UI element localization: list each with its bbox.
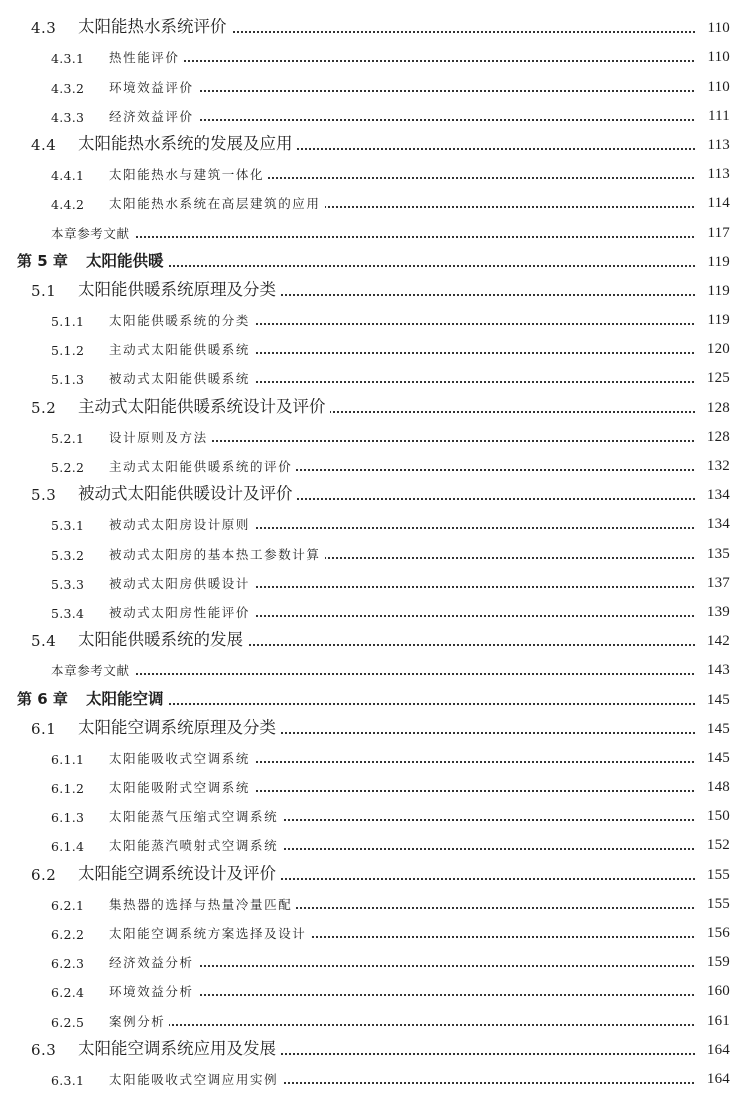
toc-subsection-entry[interactable] — [0, 451, 750, 480]
toc-page-number: 119 — [696, 283, 730, 300]
toc-page-number: 128 — [696, 429, 730, 446]
toc-page-number: 152 — [696, 837, 730, 854]
toc-title: 经济效益评价 — [109, 107, 198, 125]
toc-section-entry[interactable] — [0, 13, 750, 42]
toc-page-number: 155 — [696, 867, 730, 884]
toc-number: 6.3 — [31, 1040, 57, 1059]
toc-number: 4.4 — [31, 135, 57, 154]
toc-page-number: 161 — [696, 1013, 730, 1030]
dot-leader — [86, 265, 702, 267]
toc-number: 5.2.1 — [51, 430, 85, 446]
toc-page-number: 164 — [696, 1071, 730, 1088]
toc-references-entry[interactable] — [0, 217, 750, 246]
toc-title: 太阳能空调系统原理及分类 — [78, 714, 280, 738]
toc-number: 4.3 — [31, 19, 57, 38]
toc-page-number: 159 — [696, 954, 730, 971]
toc-title: 被动式太阳房供暖设计 — [109, 574, 254, 592]
toc-title: 太阳能空调 — [86, 687, 168, 709]
toc-section-entry[interactable] — [0, 1035, 750, 1064]
toc-number: 5.4 — [31, 632, 57, 651]
toc-number: 6.2.2 — [51, 927, 85, 942]
toc-page-number: 139 — [696, 604, 730, 621]
toc-number: 5.3.2 — [51, 547, 85, 563]
toc-number: 第 6 章 — [17, 689, 68, 708]
toc-title: 太阳能热水系统在高层建筑的应用 — [109, 194, 325, 212]
toc-number: 4.3.1 — [51, 51, 85, 67]
toc-number: 6.1.1 — [51, 751, 85, 767]
toc-title: 环境效益评价 — [109, 78, 198, 96]
toc-title: 太阳能蒸汽喷射式空调系统 — [109, 836, 282, 854]
toc-number: 6.1.3 — [51, 810, 85, 826]
toc-subsection-entry[interactable] — [0, 422, 750, 451]
toc-subsection-entry[interactable] — [0, 159, 750, 188]
toc-number: 5.2.2 — [51, 460, 85, 475]
toc-title: 太阳能供暖系统的发展 — [78, 626, 247, 650]
dot-leader — [109, 60, 702, 62]
toc-title: 被动式太阳房的基本热工参数计算 — [109, 545, 325, 563]
toc-subsection-entry[interactable] — [0, 597, 750, 626]
toc-page-number: 128 — [696, 400, 730, 417]
toc-number: 4.3.2 — [51, 80, 85, 96]
toc-title: 经济效益分析 — [109, 953, 198, 971]
toc-page-number: 148 — [696, 779, 730, 796]
toc-number: 6.2 — [31, 865, 57, 884]
toc-subsection-entry[interactable] — [0, 1005, 750, 1034]
toc-number: 5.3.3 — [51, 576, 85, 592]
toc-page-number: 156 — [696, 925, 730, 942]
toc-page-number: 114 — [696, 195, 730, 212]
toc-page-number: 134 — [696, 516, 730, 533]
toc-title: 太阳能热水系统的发展及应用 — [78, 130, 297, 154]
toc-number: 6.3.1 — [51, 1072, 85, 1088]
toc-page-number: 110 — [696, 49, 730, 66]
toc-title: 太阳能热水与建筑一体化 — [109, 165, 268, 183]
toc-title: 被动式太阳能供暖系统 — [109, 369, 254, 387]
toc-title: 太阳能吸收式空调应用实例 — [109, 1070, 282, 1088]
toc-section-entry[interactable] — [0, 714, 750, 743]
toc-subsection-entry[interactable] — [0, 42, 750, 71]
toc-title: 主动式太阳能供暖系统 — [109, 340, 254, 358]
toc-page-number: 164 — [696, 1042, 730, 1059]
toc-title: 本章参考文献 — [51, 661, 134, 679]
toc-page-number: 119 — [696, 312, 730, 329]
toc-number: 第 5 章 — [17, 251, 68, 270]
toc-page-number: 155 — [696, 896, 730, 913]
toc-page-number: 132 — [696, 458, 730, 475]
toc-page-number: 142 — [696, 633, 730, 650]
toc-references-entry[interactable] — [0, 655, 750, 684]
toc-title: 案例分析 — [109, 1012, 169, 1030]
toc-number: 4.3.3 — [51, 109, 85, 125]
toc-section-entry[interactable] — [0, 626, 750, 655]
toc-page-number: 137 — [696, 575, 730, 592]
toc-title: 太阳能吸收式空调系统 — [109, 749, 254, 767]
table-of-contents — [0, 13, 750, 1093]
toc-page-number: 145 — [696, 692, 730, 709]
toc-number: 5.1.3 — [51, 372, 85, 388]
toc-title: 太阳能供暖系统的分类 — [109, 311, 254, 329]
toc-chapter-entry[interactable] — [0, 684, 750, 713]
toc-number: 5.3 — [31, 486, 57, 505]
toc-title: 太阳能空调系统应用及发展 — [78, 1035, 280, 1059]
toc-page-number: 110 — [696, 20, 730, 37]
toc-title: 热性能评价 — [109, 48, 184, 66]
toc-subsection-entry[interactable] — [0, 976, 750, 1005]
toc-title: 环境效益分析 — [109, 982, 198, 1000]
toc-subsection-entry[interactable] — [0, 101, 750, 130]
toc-subsection-entry[interactable] — [0, 509, 750, 538]
toc-subsection-entry[interactable] — [0, 801, 750, 830]
toc-title: 本章参考文献 — [51, 224, 134, 242]
toc-page-number: 111 — [696, 108, 730, 125]
toc-subsection-entry[interactable] — [0, 538, 750, 567]
toc-title: 太阳能供暖 — [86, 249, 168, 271]
dot-leader — [109, 119, 702, 121]
toc-title: 太阳能热水系统评价 — [78, 13, 231, 37]
toc-subsection-entry[interactable] — [0, 889, 750, 918]
toc-number: 5.1.2 — [51, 343, 85, 359]
toc-number: 6.2.1 — [51, 897, 85, 913]
toc-subsection-entry[interactable] — [0, 71, 750, 100]
toc-title: 集热器的选择与热量冷量匹配 — [109, 895, 296, 913]
toc-subsection-entry[interactable] — [0, 1064, 750, 1093]
toc-subsection-entry[interactable] — [0, 743, 750, 772]
toc-number: 5.3.1 — [51, 518, 85, 534]
dot-leader — [109, 965, 702, 967]
dot-leader — [51, 236, 702, 238]
toc-page-number: 143 — [696, 662, 730, 679]
toc-section-entry[interactable] — [0, 480, 750, 509]
toc-page-number: 119 — [696, 254, 730, 271]
toc-page-number: 150 — [696, 808, 730, 825]
toc-number: 6.1.2 — [51, 781, 85, 797]
toc-page-number: 110 — [696, 79, 730, 96]
toc-subsection-entry[interactable] — [0, 363, 750, 392]
toc-title: 被动式太阳能供暖设计及评价 — [78, 480, 297, 504]
toc-title: 主动式太阳能供暖系统的评价 — [109, 457, 296, 475]
toc-title: 太阳能供暖系统原理及分类 — [78, 276, 280, 300]
toc-page-number: 113 — [696, 166, 730, 183]
toc-number: 5.1 — [31, 281, 57, 300]
toc-section-entry[interactable] — [0, 859, 750, 888]
dot-leader — [109, 994, 702, 996]
toc-section-entry[interactable] — [0, 276, 750, 305]
toc-page-number: 145 — [696, 750, 730, 767]
toc-page-number: 117 — [696, 225, 730, 242]
toc-title: 太阳能空调系统方案选择及设计 — [109, 924, 310, 942]
toc-subsection-entry[interactable] — [0, 918, 750, 947]
toc-page-number: 113 — [696, 137, 730, 154]
toc-subsection-entry[interactable] — [0, 188, 750, 217]
toc-number: 6.2.3 — [51, 956, 85, 972]
toc-title: 太阳能空调系统设计及评价 — [78, 860, 280, 884]
toc-page-number: 135 — [696, 546, 730, 563]
toc-number: 5.2 — [31, 398, 57, 417]
toc-number: 4.4.2 — [51, 197, 85, 213]
toc-number: 5.1.1 — [51, 314, 85, 330]
toc-chapter-entry[interactable] — [0, 247, 750, 276]
toc-page-number: 120 — [696, 341, 730, 358]
toc-title: 太阳能蒸气压缩式空调系统 — [109, 807, 282, 825]
dot-leader — [86, 703, 702, 705]
toc-subsection-entry[interactable] — [0, 772, 750, 801]
toc-page-number: 134 — [696, 487, 730, 504]
toc-section-entry[interactable] — [0, 130, 750, 159]
toc-title: 主动式太阳能供暖系统设计及评价 — [78, 393, 330, 417]
toc-subsection-entry[interactable] — [0, 830, 750, 859]
toc-number: 4.4.1 — [51, 168, 85, 184]
toc-number: 6.1.4 — [51, 839, 85, 855]
dot-leader — [109, 1024, 702, 1026]
toc-title: 设计原则及方法 — [109, 428, 212, 446]
toc-subsection-entry[interactable] — [0, 947, 750, 976]
toc-page-number: 145 — [696, 721, 730, 738]
toc-subsection-entry[interactable] — [0, 305, 750, 334]
toc-number: 6.1 — [31, 719, 57, 738]
toc-page-number: 160 — [696, 983, 730, 1000]
toc-title: 被动式太阳房设计原则 — [109, 515, 254, 533]
toc-number: 6.2.5 — [51, 1014, 85, 1030]
toc-subsection-entry[interactable] — [0, 334, 750, 363]
dot-leader — [109, 90, 702, 92]
toc-section-entry[interactable] — [0, 392, 750, 421]
toc-title: 被动式太阳房性能评价 — [109, 603, 254, 621]
dot-leader — [51, 673, 702, 675]
toc-number: 5.3.4 — [51, 605, 85, 621]
toc-page-number: 125 — [696, 370, 730, 387]
toc-title: 太阳能吸附式空调系统 — [109, 778, 254, 796]
toc-number: 6.2.4 — [51, 985, 85, 1001]
toc-subsection-entry[interactable] — [0, 568, 750, 597]
